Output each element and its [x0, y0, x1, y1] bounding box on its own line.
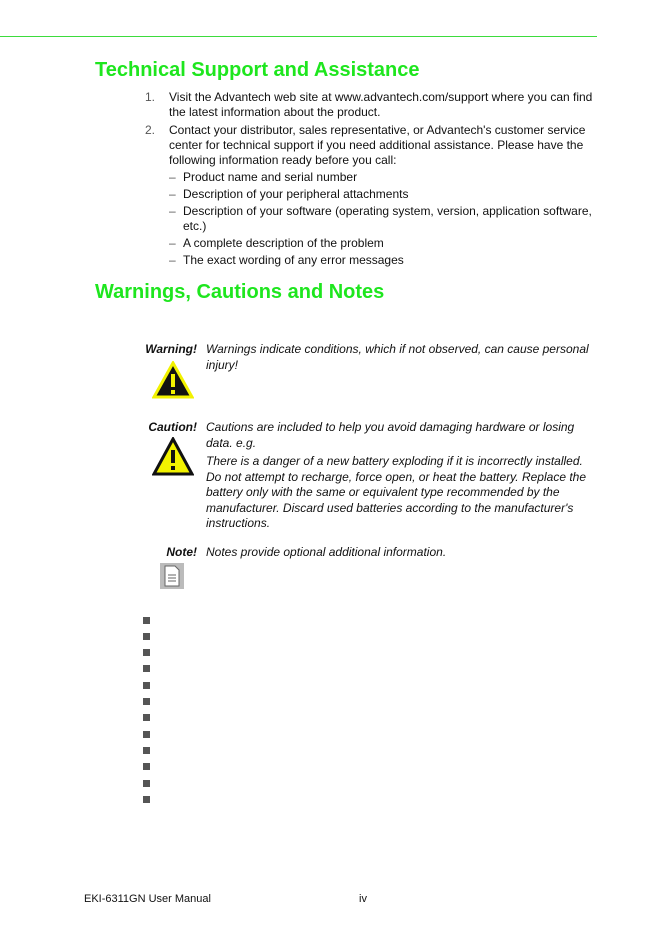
sub-item: – The exact wording of any error messages [169, 253, 404, 267]
bullet [143, 747, 150, 754]
bullet [143, 714, 150, 721]
caution-text: Cautions are included to help you avoid damaging hardware or losing data. e.g. [206, 420, 575, 450]
header-rule [0, 36, 597, 37]
support-list [145, 90, 600, 271]
sub-item-text: Description of your software (operating system, version, application software, etc.) [183, 204, 592, 233]
sub-item-text: Product name and serial number [183, 170, 358, 184]
bullet [143, 649, 150, 656]
sub-item: – Product name and serial number [169, 170, 358, 184]
item-number: 2. [145, 123, 156, 137]
bullet [143, 633, 150, 640]
sub-item-text: Description of your peripheral attachments [183, 187, 409, 201]
caution-label: Caution! [148, 420, 197, 434]
caution-triangle-icon [152, 437, 194, 477]
list-item [145, 123, 600, 268]
bullet [143, 698, 150, 705]
bullet [143, 617, 150, 624]
sub-item-text: The exact wording of any error messages [183, 253, 404, 267]
footer-manual-title: EKI-6311GN User Manual [84, 893, 211, 905]
bullet [143, 780, 150, 787]
note-text: Notes provide optional additional information. [206, 545, 447, 559]
section-title-warnings: Warnings, Cautions and Notes [95, 281, 385, 303]
bullet [143, 665, 150, 672]
warning-text: Warnings indicate conditions, which if not observed, can cause personal injury! [206, 342, 589, 372]
sub-item: – A complete description of the problem [169, 236, 384, 250]
item-text: Visit the Advantech web site at www.advantech.com/support where you can find the latest information about the product. [169, 90, 593, 119]
sub-item: – Description of your peripheral attachments [169, 187, 409, 201]
item-number: 1. [145, 90, 156, 104]
bullet [143, 731, 150, 738]
item-text: Contact your distributor, sales representative, or Advantech's customer service center for technical support if you need additional assistance. Please have the following information ready before you call: [169, 123, 586, 167]
caution-block [140, 420, 600, 535]
section-title-support: Technical Support and Assistance [95, 59, 420, 81]
note-document-icon [160, 563, 184, 589]
bullet [143, 763, 150, 770]
sub-item-text: A complete description of the problem [183, 236, 384, 250]
footer-page-number: iv [359, 893, 367, 905]
bullet [143, 796, 150, 803]
note-label: Note! [166, 545, 197, 559]
warning-triangle-icon [152, 361, 194, 399]
warning-label: Warning! [145, 342, 197, 356]
note-block [140, 545, 600, 564]
sub-item: – Description of your software (operating system, version, application software, etc.) [169, 204, 592, 233]
bullet [143, 682, 150, 689]
list-item [145, 90, 600, 120]
caution-example-text: There is a danger of a new battery exploding if it is incorrectly installed. Do not attempt to recharge, force open, or heat the battery. Replace the battery only with the same or equivalent type recommended by the manufacturer. Discard used batteries according to the manufacturer's instructions. [206, 454, 587, 530]
warning-block [140, 342, 600, 376]
